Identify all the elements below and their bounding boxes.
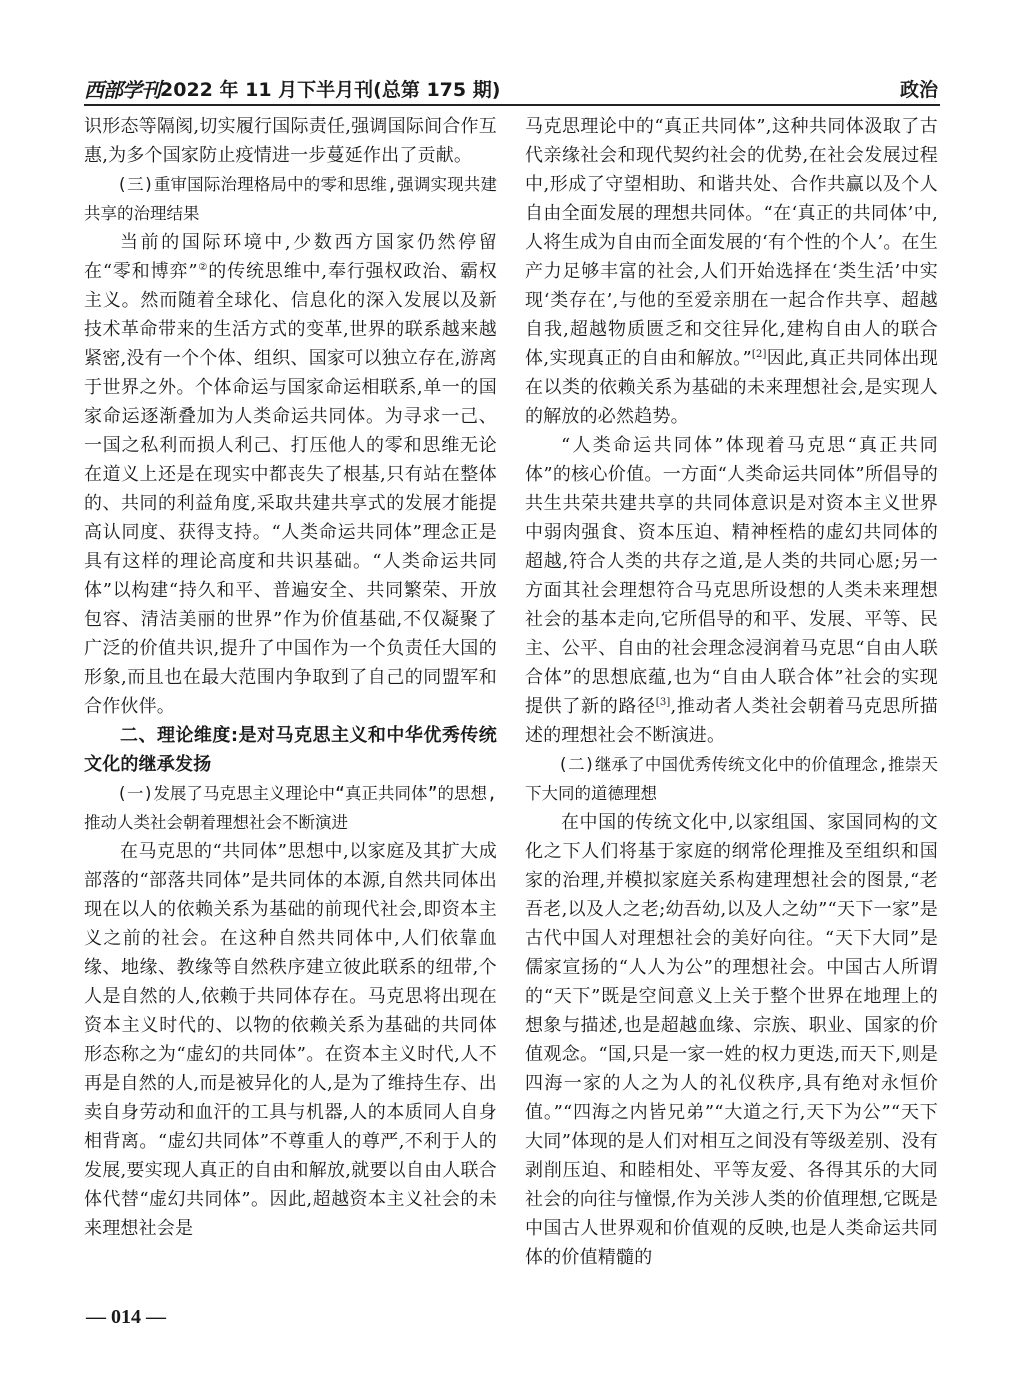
paragraph-zero-sum	[84, 228, 497, 721]
paragraph-true-community	[525, 112, 938, 431]
paragraph-tianxia: 在中国的传统文化中,以家组国、家国同构的文化之下人们将基于家庭的纲常伦理推及至组织和国家的治理,并模拟家庭关系构建理想社会的图景,“老吾老,以及人之老;幼吾幼,以及人之幼”“天下一家”是古代中国人对理想社会的美好向往。“天下大同”是儒家宣扬的“人人为公”的理想社会。中国古人所谓的“天下”既是空间意义上关于整个世界在地理上的想象与描述,也是超越血缘、宗族、职业、国家的价值观念。“国,只是一家一姓的权力更迭,而天下,则是四海一家的人之为人的礼仪秩序,具有绝对永恒价值。”“四海之内皆兄弟”“大道之行,天下为公”“天下大同”体现的是人们对相互之间没有等级差别、没有剥削压迫、和睦相处、平等友爱、各得其乐的大同社会的向往与憧憬,作为关涉人类的价值理想,它既是中国古人世界观和价值观的反映,也是人类命运共同体的价值精髓的	[525, 812, 938, 1268]
paragraph-marx-community: 在马克思的“共同体”思想中,以家庭及其扩大成部落的“部落共同体”是共同体的本源,自然共同体出现在以人的依赖关系为基础的前现代社会,即资本主义之前的社会。在这种自然共同体中,人们依靠血缘、地缘、教缘等自然秩序建立彼此联系的纽带,个人是自然的人,依赖于共同体存在。马克思将出现在资本主义时代的、以物的依赖关系为基础的共同体形态称之为“虚幻的共同体”。在资本主义时代,人不再是自然的人,而是被异化的人,是为了维持生存、出卖自身劳动和血汗的工具与机器,人的本质同人自身相背离。“虚幻共同体”不尊重人的尊严,不利于人的发展,要实现人真正的自由和解放,就要以自由人联合体代替“虚幻共同体”。因此,超越资本主义社会的未来理想社会是	[84, 841, 497, 1239]
left-column	[84, 112, 497, 1243]
paragraph-text: ,推动者人类社会朝着马克思所描述的理想社会不断演进。	[525, 696, 938, 746]
right-column	[525, 112, 938, 1272]
section-heading-2: 二、理论维度:是对马克思主义和中华优秀传统文化的继承发扬	[84, 725, 497, 775]
running-header	[84, 74, 940, 106]
journal-logo: 西部学刊	[84, 78, 160, 102]
paragraph-text: 马克思理论中的“真正共同体”,这种共同体汲取了古代亲缘社会和现代契约社会的优势,在社会发展过程中,形成了守望相助、和谐共处、合作共赢以及个人自由全面发展的理想共同体。“在‘真正的共同体’中,人将生成为自由而全面发展的‘有个性的个人’。在生产力足够丰富的社会,人们开始选择在‘类生活’中实现‘类存在’,与他的至爱亲朋在一起合作共享、超越自我,超越物质匮乏和交往异化,建构自由人的联合体,实现真正的自由和解放。”	[525, 116, 938, 369]
paragraph-text: 的传统思维中,奉行强权政治、霸权主义。然而随着全球化、信息化的深入发展以及新技术革命带来的生活方式的变革,世界的联系越来越紧密,没有一个个体、组织、国家可以独立存在,游离于世界之外。个体命运与国家命运相联系,单一的国家命运逐渐叠加为人类命运共同体。为寻求一己、一国之私利而损人利己、打压他人的零和思维无论在道义上还是在现实中都丧失了根基,只有站在整体的、共同的利益角度,采取共建共享式的发展才能提高认同度、获得支持。“人类命运共同体”理念正是具有这样的理论高度和共识基础。“人类命运共同体”以构建“持久和平、普遍安全、共同繁荣、开放包容、清洁美丽的世界”作为价值基础,不仅凝聚了广泛的价值共识,提升了中国作为一个负责任大国的形象,而且也在最大范围内争取到了自己的同盟军和合作伙伴。	[84, 261, 497, 717]
issue-info: 2022 年 11 月下半月刊(总第 175 期)	[160, 79, 501, 101]
section-name: 政治	[899, 79, 938, 101]
subsection-heading-3: (三)重审国际治理格局中的零和思维,强调实现共建共享的治理结果	[84, 175, 497, 223]
subsection-heading-1: (一)发展了马克思主义理论中“真正共同体”的思想,推动人类社会朝着理想社会不断演进	[84, 784, 497, 832]
footnote-marker: ②	[197, 262, 209, 273]
paragraph-continued: 识形态等隔阂,切实履行国际责任,强调国际间合作互惠,为多个国家防止疫情进一步蔓延作出了贡献。	[84, 116, 497, 166]
page-number: — 014 —	[86, 1306, 166, 1328]
paragraph-text: 因此,真正共同体出现在以类的依赖关系为基础的未来理想社会,是实现人的解放的必然趋势。	[525, 348, 938, 427]
subsection-heading-2: (二)继承了中国优秀传统文化中的价值理念,推崇天下大同的道德理想	[525, 755, 938, 803]
citation-marker: [2]	[751, 349, 767, 360]
paragraph-core-value	[525, 431, 938, 750]
paragraph-text: “人类命运共同体”体现着马克思“真正共同体”的核心价值。一方面“人类命运共同体”所倡导的共生共荣共建共享的共同体意识是对资本主义世界中弱肉强食、资本压迫、精神桎梏的虚幻共同体的超越,符合人类的共存之道,是人类的共同心愿;另一方面其社会理想符合马克思所设想的人类未来理想社会的基本走向,它所倡导的和平、发展、平等、民主、公平、自由的社会理念浸润着马克思“自由人联合体”的思想底蕴,也为“自由人联合体”社会的实现提供了新的路径	[525, 435, 938, 717]
citation-marker: [3]	[655, 697, 671, 708]
paragraph-text: 当前的国际环境中,少数西方国家仍然停留在“零和博弈”	[84, 232, 497, 282]
